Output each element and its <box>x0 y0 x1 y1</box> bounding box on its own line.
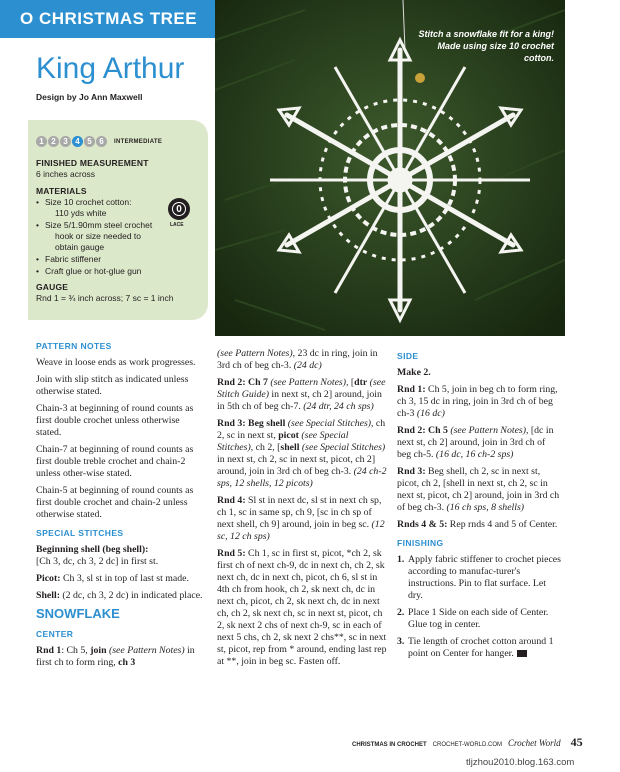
stitch-definition: Shell: (2 dc, ch 3, 2 dc) in indicated place. <box>36 590 203 601</box>
page-title: King Arthur <box>36 52 185 85</box>
pattern-note: Join with slip stitch as indicated unless otherwise stated. <box>36 374 189 397</box>
pattern-note: Chain-3 at beginning of round counts as first double crochet unless otherwise stated. <box>36 403 194 438</box>
material-item: • Fabric stiffener <box>36 254 202 265</box>
center-rnd-3: Rnd 3: Beg shell (see Special Stitches), ch 2, sc in next st, picot (see Special Stitches), ch 2, [shell (see Special Stitches) in next st, ch 2, sc in next st, picot, ch 2] around, join in 3rd ch of beg ch-3. (24 ch-2 sps, 12 shells, 12 picots) <box>217 418 387 489</box>
center-rnd-1: Rnd 1: Ch 5, join (see Pattern Notes) in first ch to form ring, ch 3 <box>36 645 195 668</box>
yarn-weight-label: LACE <box>170 222 184 228</box>
center-rnd-2: Rnd 2: Ch 7 (see Pattern Notes), [dtr (see Stitch Guide) in next st, ch 2] around, join in 5th ch of beg ch-7. (24 dtr, 24 ch sps) <box>217 377 386 412</box>
side-heading: SIDE <box>397 351 419 361</box>
finished-heading: FINISHED MEASUREMENT <box>36 158 149 168</box>
skill-level-dot: 5 <box>84 136 95 147</box>
stitch-definition: Beginning shell (beg shell): [Ch 3, dc, ch 3, 2 dc] in first st. <box>36 544 159 567</box>
pattern-note: Chain-5 at beginning of round counts as first double crochet and chain-2 unless otherwise stated. <box>36 485 194 520</box>
finishing-step: 2. Place 1 Side on each side of Center. Glue tog in center. <box>397 607 549 630</box>
finishing-heading: FINISHING <box>397 538 444 548</box>
finishing-step: 3. Tie length of crochet cotton around 1 point on Center for hanger. <box>397 636 554 659</box>
footer-magazine: Crochet World <box>508 738 561 748</box>
watermark: tljzhou2010.blog.163.com <box>466 757 575 768</box>
material-item: • Size 5/1.90mm steel crochet hook or size needed to obtain gauge <box>36 220 202 253</box>
side-make: Make 2. <box>397 367 431 378</box>
stitch-definition: Picot: Ch 3, sl st in top of last st made. <box>36 573 189 584</box>
footer-site: CROCHET-WORLD.COM <box>432 742 503 748</box>
finished-text: 6 inches across <box>36 169 96 179</box>
skill-level-dot: 2 <box>48 136 59 147</box>
center-rnd-4: Rnd 4: Sl st in next dc, sl st in next ch sp, ch 1, sc in same sp, ch 9, [sc in ch sp of next shell, ch 9] around, join in beg sc. (12 sc, 12 ch sps) <box>217 495 385 542</box>
material-item: • Size 10 crochet cotton: 110 yds white <box>36 197 202 219</box>
materials-heading: MATERIALS <box>36 186 87 196</box>
skill-level-dot: 3 <box>60 136 71 147</box>
skill-level-dot-selected: 4 <box>72 136 83 147</box>
pattern-note: Weave in loose ends as work progresses. <box>36 357 196 368</box>
side-rnd-3: Rnd 3: Beg shell, ch 2, sc in next st, picot, ch 2, [shell in next st, ch 2, sc in next st, picot, ch 2] around, join in 3rd ch of beg ch-3. (16 ch sps, 8 shells) <box>397 466 560 513</box>
finishing-steps <box>397 554 561 660</box>
side-rnds-4-5: Rnds 4 & 5: Rep rnds 4 and 5 of Center. <box>397 519 558 530</box>
finishing-step: 1. Apply fabric stiffener to crochet pieces according to manufac-turer's instructions. Pin to flat surface. Let dry. <box>397 554 561 601</box>
column-2 <box>217 348 387 673</box>
skill-level-label: INTERMEDIATE <box>114 138 163 145</box>
materials-info <box>36 158 202 310</box>
pattern-notes-heading: PATTERN NOTES <box>36 341 112 351</box>
page-footer <box>352 735 583 750</box>
column-3 <box>397 350 561 665</box>
gauge-heading: GAUGE <box>36 282 69 292</box>
yarn-weight-icon: 0 <box>168 198 190 220</box>
center-rnd-5: Rnd 5: Ch 1, sc in first st, picot, *ch 2, sk first ch of next ch-9, dc in next ch, ch 2, sk next ch, dc in next ch, picot, ch 6, sl st in 4th ch from hook, ch 2, sk next ch, dc in next ch, picot, ch 2, sk next ch, dc in next ch, ch 2, sk next ch, sc in next st, picot, ch 2, sk next 2 chs of next ch-9, sc in each of next 5 chs, ch 2, sk next 2 chs**, sc in next st, picot, rep from * around, ending last rep at **, join in beg sc. Fasten off. <box>217 548 387 667</box>
photo-caption: Stitch a snowflake fit for a king! Made using size 10 crochet cotton. <box>418 29 554 63</box>
skill-level <box>36 136 162 147</box>
skill-level-dot: 6 <box>96 136 107 147</box>
pattern-note: Chain-7 at beginning of round counts as first double treble crochet and chain-2 unless other-wise stated. <box>36 444 194 479</box>
center-rnd-1-cont: (see Pattern Notes), 23 dc in ring, join in 3rd ch of beg ch-3. (24 dc) <box>217 348 378 371</box>
end-mark-icon <box>517 650 527 657</box>
footer-section: CHRISTMAS IN CROCHET <box>352 742 427 748</box>
column-1 <box>36 334 206 674</box>
center-heading: CENTER <box>36 629 74 639</box>
material-item: • Craft glue or hot-glue gun <box>36 266 202 277</box>
designer-byline: Design by Jo Ann Maxwell <box>36 92 143 102</box>
special-stitches-heading: SPECIAL STITCHES <box>36 528 124 538</box>
snowflake-heading: SNOWFLAKE <box>36 606 120 621</box>
skill-level-dot: 1 <box>36 136 47 147</box>
gauge-text: Rnd 1 = ¾ inch across; 7 sc = 1 inch <box>36 293 174 303</box>
page-number: 45 <box>570 735 583 749</box>
side-rnd-2: Rnd 2: Ch 5 (see Pattern Notes), [dc in next st, ch 2] around, join in 3rd ch of beg ch-5. (16 dc, 16 ch-2 sps) <box>397 425 554 460</box>
section-banner-text: O CHRISTMAS TREE <box>20 9 198 28</box>
side-rnd-1: Rnd 1: Ch 5, join in beg ch to form ring, ch 3, 15 dc in ring, join in 3rd ch of beg ch-3 (16 dc) <box>397 384 558 419</box>
